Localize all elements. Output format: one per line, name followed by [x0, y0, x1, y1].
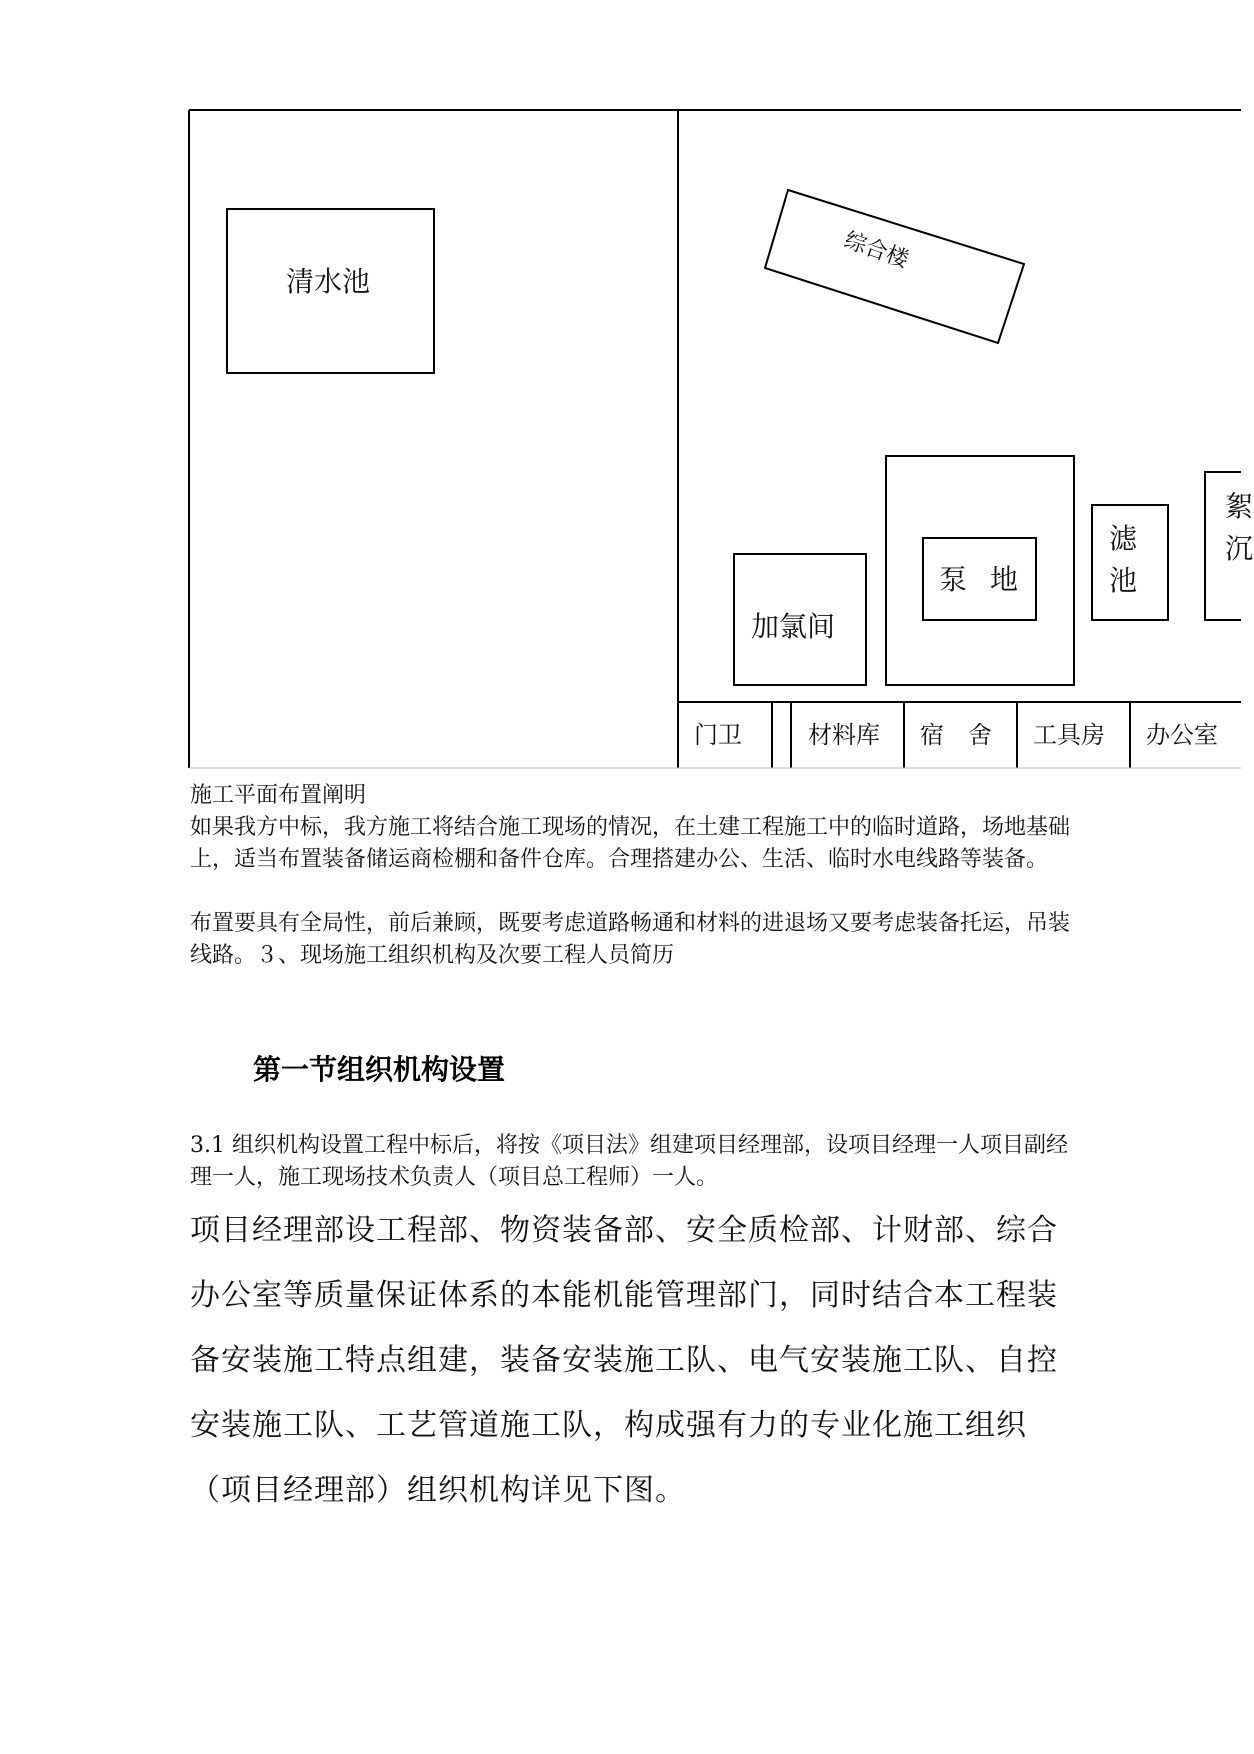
sedimentation-tank-label: 絮沉 — [1224, 490, 1253, 565]
site-plan-lines — [0, 0, 1241, 770]
dormitory-label: 宿 舍 — [920, 721, 992, 749]
tool-room-label: 工具房 — [1033, 721, 1105, 749]
pump-room-outer — [886, 456, 1074, 685]
office-building-label: 综合楼 — [840, 227, 912, 274]
gate-guard-label: 门卫 — [694, 721, 742, 749]
site-plan-diagram — [0, 0, 1253, 770]
filter-tank-label: 滤池 — [1108, 522, 1137, 597]
clear-water-tank-label: 清水池 — [286, 265, 371, 298]
chlorination-room-label: 加氯间 — [751, 610, 836, 643]
section-paragraph-large: 项目经理部设工程部、物资装备部、安全质检部、计财部、综合办公室等质量保证体系的本能机能管理部门，同时结合本工程装备安装施工特点组建，装备安装施工队、电气安装施工队、自控安装施工队、工艺管道施工队，构成强有力的专业化施工组织（项目经理部）组织机构详见下图。 — [190, 1213, 1058, 1508]
explanation-title: 施工平面布置阐明 — [190, 783, 367, 808]
office-label: 办公室 — [1146, 721, 1218, 749]
material-store-label: 材料库 — [808, 721, 880, 749]
section-paragraph-small: 3.1 组织机构设置工程中标后，将按《项目法》组建项目经理部，设项目经理一人项目副经理一人，施工现场技术负责人（项目总工程师）一人。 — [190, 1133, 1068, 1190]
section-heading: 第一节组织机构设置 — [253, 1053, 506, 1086]
explanation-paragraph-2: 布置要具有全局性，前后兼顾，既要考虑道路畅通和材料的进退场又要考虑装备托运，吊装线路。３、现场施工组织机构及次要工程人员简历 — [190, 911, 1071, 968]
pump-room-label-2: 地 — [990, 563, 1019, 596]
pump-room-label-1: 泵 — [939, 563, 968, 596]
explanation-paragraph-1: 如果我方中标，我方施工将结合施工现场的情况，在土建工程施工中的临时道路，场地基础上，适当布置装备储运商检棚和备件仓库。合理搭建办公、生活、临时水电线路等装备。 — [190, 815, 1071, 872]
